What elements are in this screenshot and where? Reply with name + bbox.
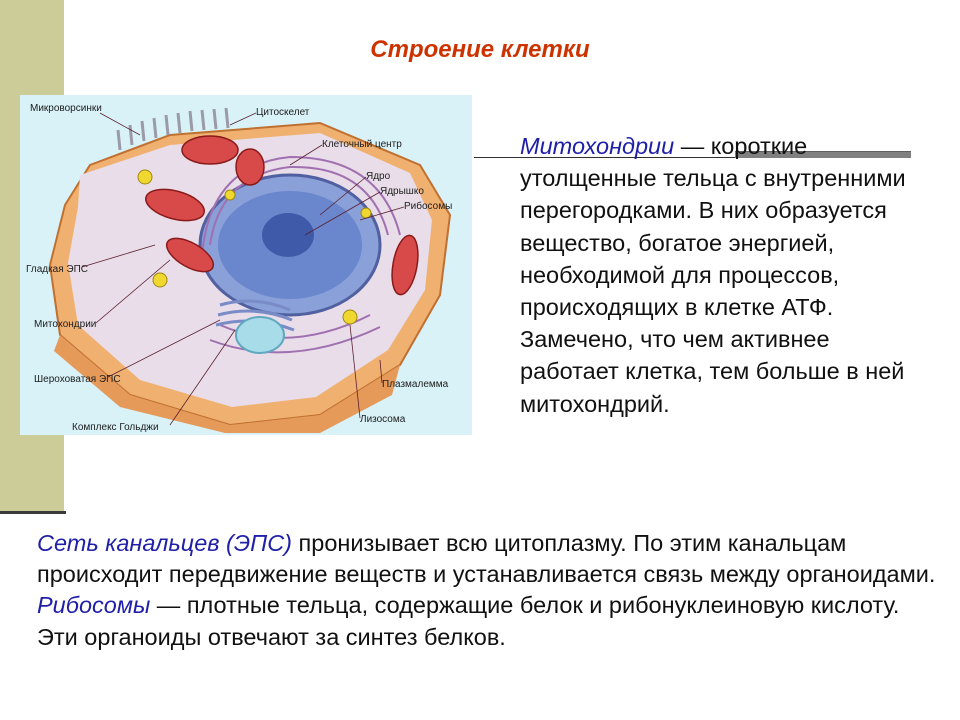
- label-microvilli: Микроворсинки: [30, 103, 102, 114]
- label-golgi: Комплекс Гольджи: [72, 422, 159, 433]
- er-description: пронизывает всю цитоплазму. По этим канальцам происходит передвижение веществ и устанавливается связь между органоидами.: [37, 530, 936, 588]
- label-nucleolus: Ядрышко: [380, 186, 424, 197]
- label-mitochondria: Митохондрии: [34, 319, 97, 330]
- term-er: Сеть канальцев (ЭПС): [37, 530, 293, 556]
- cell-structure-figure: [20, 95, 472, 435]
- slide-title: Строение клетки: [370, 36, 590, 63]
- mitochondria-description: — короткие утолщенные тельца с внутренними перегородками. В них образуется вещество, богатое энергией, необходимой для процессов, происходящих в клетке АТФ. Замечено, что чем активнее работает клетка, тем больше в ней митохондрий.: [520, 133, 906, 417]
- label-cytoskeleton: Цитоскелет: [256, 107, 310, 118]
- label-nucleus: Ядро: [366, 171, 391, 182]
- label-rough-er: Шероховатая ЭПС: [34, 374, 121, 385]
- term-ribosomes: Рибосомы: [37, 592, 151, 619]
- label-cell-center: Клеточный центр: [322, 139, 402, 150]
- cell-illustration: [20, 95, 472, 435]
- er-ribosome-paragraphs: [37, 528, 937, 653]
- divider-line-left: [0, 511, 66, 514]
- label-ribosomes: Рибосомы: [404, 201, 453, 212]
- ribosome-description: — плотные тельца, содержащие белок и рибонуклеиновую кислоту. Эти органоиды отвечают за синтез белков.: [37, 592, 900, 650]
- label-lysosome: Лизосома: [360, 414, 406, 425]
- er-paragraph: [37, 528, 937, 590]
- term-mitochondria: Митохондрии: [520, 133, 675, 159]
- ribosome-paragraph: [37, 590, 937, 652]
- mitochondria-paragraph: [520, 130, 920, 420]
- label-plasmalemma: Плазмалемма: [382, 379, 449, 390]
- label-smooth-er: Гладкая ЭПС: [26, 264, 89, 275]
